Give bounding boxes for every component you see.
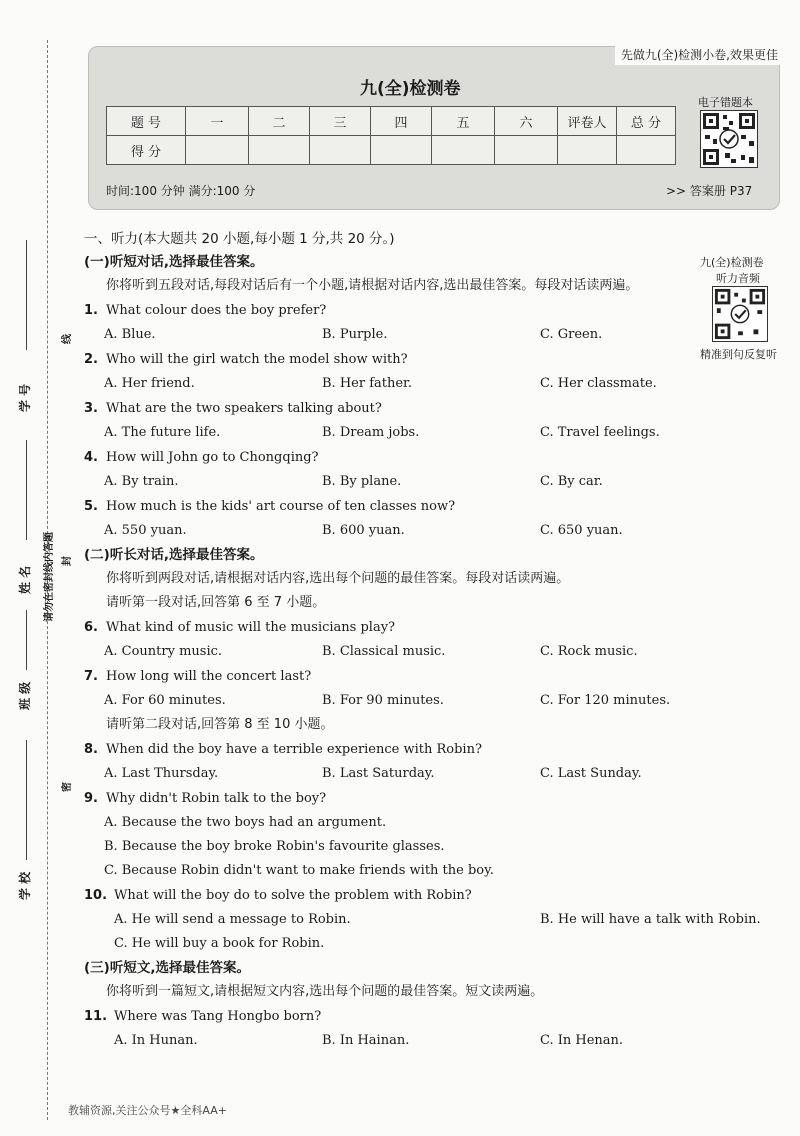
options-4 <box>84 470 704 494</box>
score-input-cell[interactable] <box>249 136 310 165</box>
name-label: 姓 名 <box>18 565 32 594</box>
question-3 <box>84 396 704 421</box>
option-b[interactable]: B. Dream jobs. <box>322 425 420 440</box>
option-c[interactable]: C. Travel feelings. <box>540 425 660 440</box>
option-a[interactable]: A. 550 yuan. <box>104 523 187 538</box>
score-input-cell[interactable] <box>310 136 371 165</box>
score-cell: 得 分 <box>107 136 186 165</box>
score-table-score-row <box>107 136 676 165</box>
score-cell: 三 <box>310 107 371 136</box>
question-number: 10. <box>84 888 108 903</box>
question-number: 2. <box>84 352 98 367</box>
question-text: How will John go to Chongqing? <box>106 450 319 465</box>
part-a-title: (一)听短对话,选择最佳答案。 <box>84 254 264 270</box>
option-a[interactable]: A. Last Thursday. <box>104 766 219 781</box>
option-b[interactable]: B. Purple. <box>322 327 388 342</box>
score-input-cell[interactable] <box>617 136 676 165</box>
option-a[interactable]: A. Her friend. <box>104 376 195 391</box>
audio-qr-subtitle: 听力音频 <box>716 272 760 285</box>
option-b[interactable]: B. Last Saturday. <box>322 766 435 781</box>
question-2 <box>84 347 704 372</box>
question-number: 6. <box>84 620 98 635</box>
score-input-cell[interactable] <box>371 136 432 165</box>
page-title: 九(全)检测卷 <box>360 79 461 99</box>
score-cell: 二 <box>249 107 310 136</box>
option-c[interactable]: C. 650 yuan. <box>540 523 623 538</box>
options-1 <box>84 323 704 347</box>
score-cell: 评卷人 <box>558 107 617 136</box>
seal-notice: 请勿在密封线内答题 <box>44 532 55 622</box>
question-5 <box>84 494 704 519</box>
options-8 <box>84 762 704 786</box>
score-cell: 六 <box>495 107 558 136</box>
part-a-instruction: 你将听到五段对话,每段对话后有一个小题,请根据对话内容,选出最佳答案。每段对话读两遍。 <box>106 278 639 293</box>
dialog-1-instruction: 请听第一段对话,回答第 6 至 7 小题。 <box>106 595 326 610</box>
option-a[interactable]: A. Country music. <box>104 644 223 659</box>
question-number: 9. <box>84 791 98 806</box>
score-cell: 总 分 <box>617 107 676 136</box>
option-c[interactable]: C. Because Robin didn't want to make friends with the boy. <box>104 863 494 878</box>
question-number: 8. <box>84 742 98 757</box>
option-b[interactable]: B. Classical music. <box>322 644 446 659</box>
qr-caption: 电子错题本 <box>698 96 753 109</box>
question-number: 5. <box>84 499 98 514</box>
question-number: 11. <box>84 1009 108 1024</box>
option-c[interactable]: C. Green. <box>540 327 603 342</box>
time-and-score-info: 时间:100 分钟 满分:100 分 <box>106 184 256 198</box>
option-c[interactable]: C. Last Sunday. <box>540 766 642 781</box>
question-number: 7. <box>84 669 98 684</box>
option-c[interactable]: C. Her classmate. <box>540 376 657 391</box>
option-a[interactable]: A. The future life. <box>104 425 221 440</box>
score-cell: 一 <box>186 107 249 136</box>
question-9 <box>84 786 704 811</box>
part-b-instruction: 你将听到两段对话,请根据对话内容,选出每个问题的最佳答案。每段对话读两遍。 <box>106 571 570 586</box>
options-3 <box>84 421 704 445</box>
question-text: What are the two speakers talking about? <box>106 401 382 416</box>
class-label: 班 级 <box>18 681 32 710</box>
footer-text: 教辅资源,关注公众号★全科AA+ <box>68 1104 227 1117</box>
part-c-instruction: 你将听到一篇短文,请根据短文内容,选出每个问题的最佳答案。短文读两遍。 <box>106 984 544 999</box>
option-b[interactable]: B. 600 yuan. <box>322 523 405 538</box>
question-6 <box>84 615 704 640</box>
question-text: How much is the kids' art course of ten classes now? <box>106 499 456 514</box>
seal-mark: 封 <box>62 556 73 566</box>
question-number: 1. <box>84 303 98 318</box>
question-text: Why didn't Robin talk to the boy? <box>106 791 327 806</box>
score-table <box>106 106 676 165</box>
class-blank <box>26 610 27 670</box>
question-number: 3. <box>84 401 98 416</box>
question-text: What kind of music will the musicians play? <box>106 620 396 635</box>
part-c-title: (三)听短文,选择最佳答案。 <box>84 960 250 976</box>
score-input-cell[interactable] <box>558 136 617 165</box>
option-a[interactable]: A. For 60 minutes. <box>104 693 226 708</box>
option-a[interactable]: A. Because the two boys had an argument. <box>104 815 387 830</box>
question-text: When did the boy have a terrible experience with Robin? <box>106 742 482 757</box>
option-c[interactable]: C. In Henan. <box>540 1033 624 1048</box>
listening-audio-qr-code[interactable] <box>712 286 768 342</box>
score-table-header-row <box>107 107 676 136</box>
option-b[interactable]: B. Her father. <box>322 376 412 391</box>
option-a[interactable]: A. Blue. <box>104 327 156 342</box>
option-b[interactable]: B. By plane. <box>322 474 402 489</box>
question-text: What colour does the boy prefer? <box>106 303 327 318</box>
option-b[interactable]: B. He will have a talk with Robin. <box>540 912 761 927</box>
error-book-qr-code[interactable] <box>700 110 758 168</box>
option-b[interactable]: B. Because the boy broke Robin's favourite glasses. <box>104 839 445 854</box>
option-c[interactable]: C. By car. <box>540 474 603 489</box>
option-c[interactable]: C. For 120 minutes. <box>540 693 671 708</box>
dialog-2-instruction: 请听第二段对话,回答第 8 至 10 小题。 <box>106 717 334 732</box>
option-b[interactable]: B. For 90 minutes. <box>322 693 444 708</box>
student-id-label: 学 号 <box>18 383 32 412</box>
option-b[interactable]: B. In Hainan. <box>322 1033 410 1048</box>
score-input-cell[interactable] <box>186 136 249 165</box>
options-7 <box>84 689 704 713</box>
audio-qr-title: 九(全)检测卷 <box>700 256 764 269</box>
score-cell: 题 号 <box>107 107 186 136</box>
score-input-cell[interactable] <box>432 136 495 165</box>
question-text: Where was Tang Hongbo born? <box>114 1009 322 1024</box>
options-11 <box>84 1029 704 1053</box>
score-input-cell[interactable] <box>495 136 558 165</box>
secret-mark: 密 <box>62 782 73 792</box>
question-1 <box>84 298 704 323</box>
option-a[interactable]: A. He will send a message to Robin. <box>114 912 351 927</box>
student-id-blank <box>26 240 27 350</box>
school-blank <box>26 740 27 860</box>
question-7 <box>84 664 704 689</box>
question-10 <box>84 883 704 908</box>
question-8 <box>84 737 704 762</box>
section-title: 一、听力(本大题共 20 小题,每小题 1 分,共 20 分。) <box>84 231 395 247</box>
banner-text: 先做九(全)检测小卷,效果更佳 <box>615 44 784 65</box>
seal-line-mark: 线 <box>62 334 73 344</box>
options-6 <box>84 640 704 664</box>
audio-qr-caption: 精准到句反复听 <box>700 348 777 361</box>
school-label: 学 校 <box>18 871 32 900</box>
option-c[interactable]: C. Rock music. <box>540 644 638 659</box>
question-number: 4. <box>84 450 98 465</box>
options-5 <box>84 519 704 543</box>
options-10 <box>84 908 784 932</box>
part-b-title: (二)听长对话,选择最佳答案。 <box>84 547 264 563</box>
options-2 <box>84 372 704 396</box>
question-11 <box>84 1004 704 1029</box>
score-cell: 四 <box>371 107 432 136</box>
score-cell: 五 <box>432 107 495 136</box>
option-a[interactable]: A. By train. <box>104 474 179 489</box>
option-c[interactable]: C. He will buy a book for Robin. <box>114 936 325 951</box>
question-text: Who will the girl watch the model show with? <box>106 352 408 367</box>
option-a[interactable]: A. In Hunan. <box>114 1033 198 1048</box>
name-blank <box>26 440 27 540</box>
answer-reference: >> 答案册 P37 <box>666 184 753 198</box>
question-text: How long will the concert last? <box>106 669 312 684</box>
question-4 <box>84 445 704 470</box>
question-text: What will the boy do to solve the problem with Robin? <box>114 888 472 903</box>
